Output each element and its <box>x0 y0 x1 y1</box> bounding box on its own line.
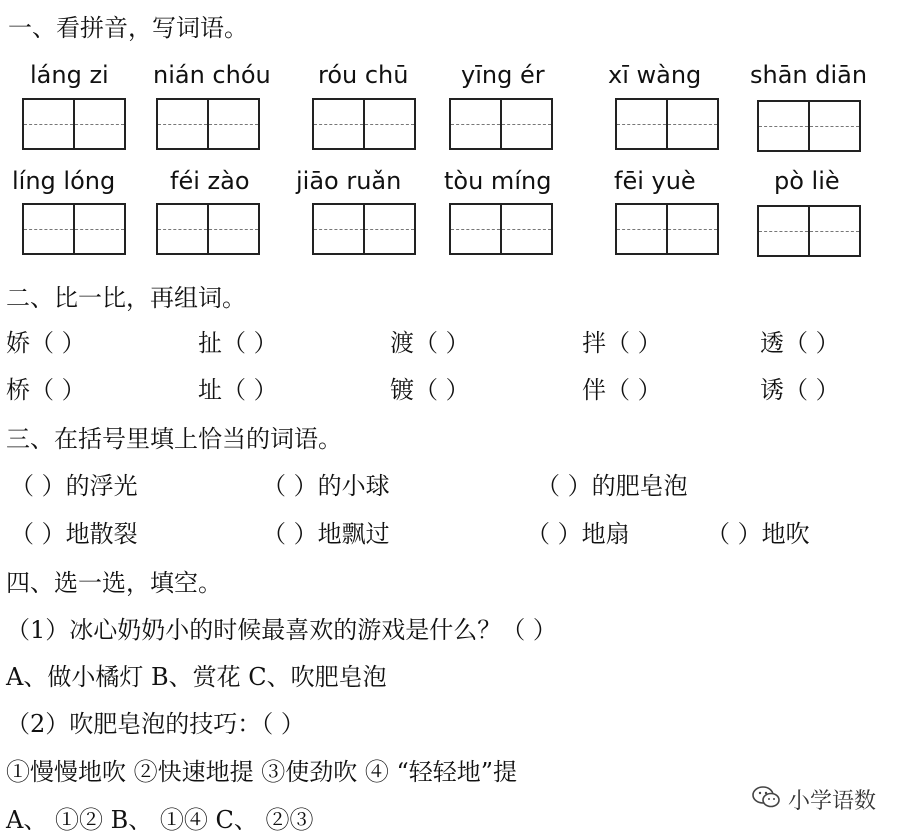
pinyin-label: líng lóng <box>12 167 116 195</box>
compare-word-blank[interactable]: 透（ ） <box>760 329 840 357</box>
question-1-options[interactable]: A、做小橘灯 B、赏花 C、吹肥皂泡 <box>6 663 387 691</box>
pinyin-label: xī wàng <box>608 61 702 89</box>
section4-heading: 四、选一选，填空。 <box>6 569 222 597</box>
compare-word-blank[interactable]: 拌（ ） <box>582 329 662 357</box>
compare-word-blank[interactable]: 伴（ ） <box>582 376 662 404</box>
writing-grid[interactable] <box>312 98 416 150</box>
pinyin-label: shān diān <box>750 61 868 89</box>
writing-grid[interactable] <box>22 98 126 150</box>
writing-grid[interactable] <box>757 205 861 257</box>
compare-word-blank[interactable]: 娇（ ） <box>6 329 86 357</box>
question-1: （1）冰心奶奶小的时候最喜欢的游戏是什么？（ ） <box>6 616 557 644</box>
compare-word-blank[interactable]: 渡（ ） <box>390 329 470 357</box>
watermark <box>752 784 876 815</box>
pinyin-label: róu chū <box>318 61 409 89</box>
writing-grid[interactable] <box>156 98 260 150</box>
fill-phrase-blank[interactable]: （ ）地散裂 <box>10 520 138 548</box>
section2-heading: 二、比一比，再组词。 <box>6 284 246 312</box>
pinyin-label: láng zi <box>30 61 109 89</box>
fill-phrase-blank[interactable]: （ ）地扇 <box>526 520 630 548</box>
writing-grid[interactable] <box>757 100 861 152</box>
watermark-text: 小学语数 <box>787 789 876 814</box>
fill-phrase-blank[interactable]: （ ）的浮光 <box>10 472 138 500</box>
compare-word-blank[interactable]: 桥（ ） <box>6 376 86 404</box>
section1-heading: 一、看拼音，写词语。 <box>8 14 248 42</box>
writing-grid[interactable] <box>22 203 126 255</box>
writing-grid[interactable] <box>156 203 260 255</box>
writing-grid[interactable] <box>615 98 719 150</box>
pinyin-label: jiāo ruǎn <box>296 167 402 195</box>
pinyin-label: nián chóu <box>153 61 271 89</box>
compare-word-blank[interactable]: 诱（ ） <box>760 376 840 404</box>
pinyin-label: fēi yuè <box>614 167 696 195</box>
pinyin-label: tòu míng <box>444 167 552 195</box>
pinyin-label: féi zào <box>170 167 250 195</box>
wechat-icon <box>752 785 782 815</box>
writing-grid[interactable] <box>615 203 719 255</box>
compare-word-blank[interactable]: 扯（ ） <box>198 329 278 357</box>
writing-grid[interactable] <box>449 203 553 255</box>
writing-grid[interactable] <box>312 203 416 255</box>
writing-grid[interactable] <box>449 98 553 150</box>
compare-word-blank[interactable]: 址（ ） <box>198 376 278 404</box>
section3-heading: 三、在括号里填上恰当的词语。 <box>6 425 342 453</box>
fill-phrase-blank[interactable]: （ ）的小球 <box>262 472 390 500</box>
fill-phrase-blank[interactable]: （ ）的肥皂泡 <box>536 472 688 500</box>
question-2-items: ①慢慢地吹 ②快速地提 ③使劲吹 ④ “轻轻地”提 <box>6 758 518 786</box>
pinyin-label: pò liè <box>774 167 840 195</box>
question-2-options[interactable]: A、 ①② B、 ①④ C、 ②③ <box>6 806 314 834</box>
fill-phrase-blank[interactable]: （ ）地吹 <box>706 520 810 548</box>
fill-phrase-blank[interactable]: （ ）地飘过 <box>262 520 390 548</box>
pinyin-label: yīng ér <box>461 61 545 89</box>
question-2: （2）吹肥皂泡的技巧：（ ） <box>6 710 305 738</box>
compare-word-blank[interactable]: 镀（ ） <box>390 376 470 404</box>
